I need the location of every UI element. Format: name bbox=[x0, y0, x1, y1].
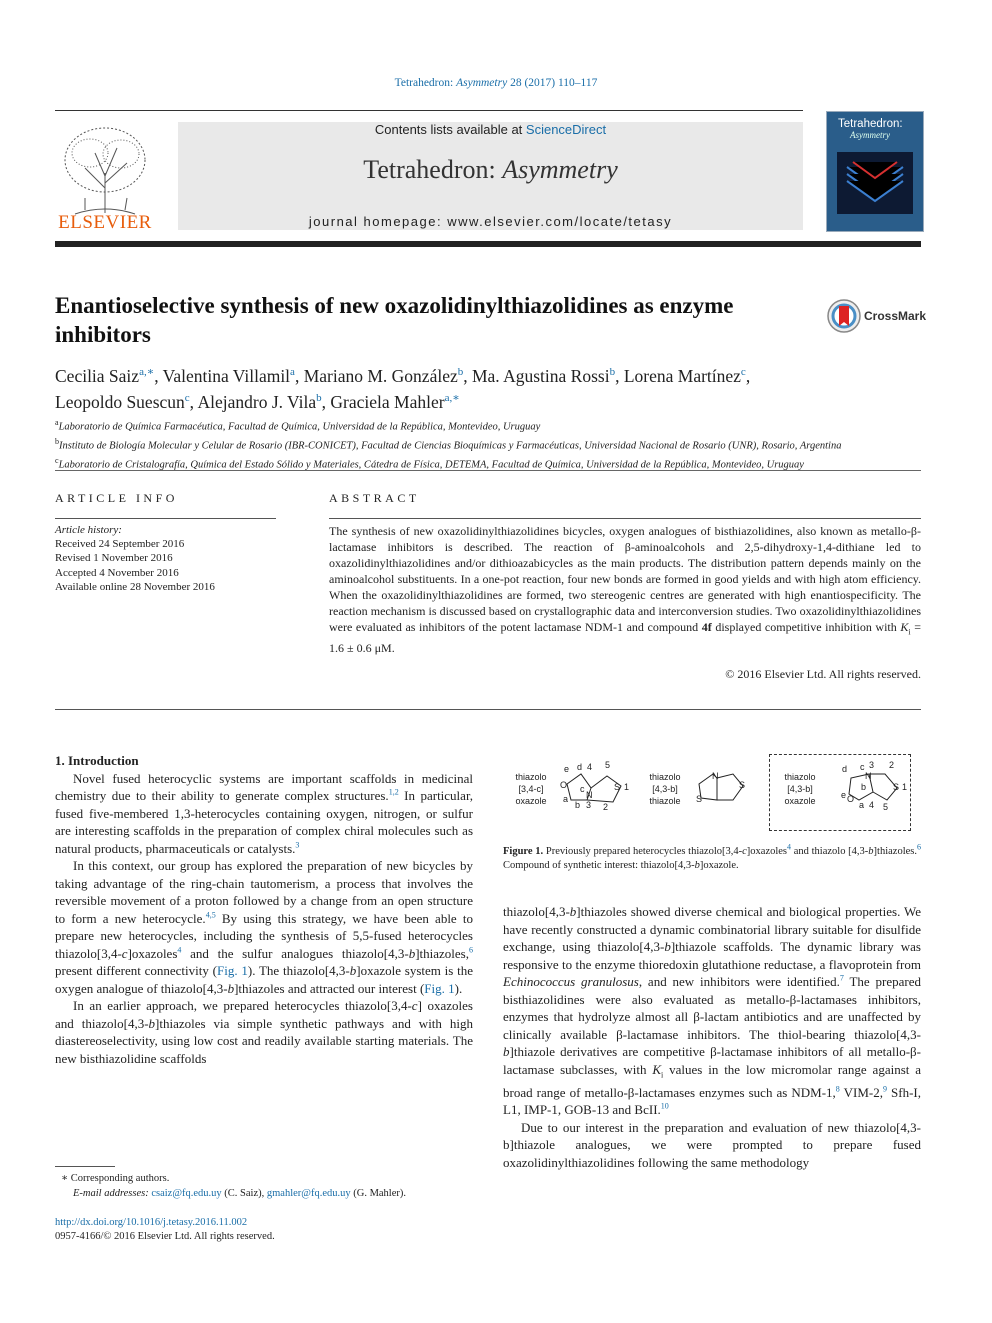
article-title: Enantioselective synthesis of new oxazolidinylthiazolidines as enzyme inhibitors bbox=[55, 293, 734, 347]
structure-label-ring: [4,3-b] bbox=[652, 784, 678, 794]
footnote-rule bbox=[55, 1166, 115, 1167]
left-column bbox=[55, 752, 473, 1067]
figure-link[interactable]: Fig. 1 bbox=[216, 963, 248, 978]
abstract-part: displayed competitive inhibition with bbox=[711, 620, 901, 634]
author-affiliation-mark[interactable]: a,∗ bbox=[444, 391, 460, 404]
ki-subscript: i bbox=[908, 627, 911, 637]
citation-journal: Tetrahedron: bbox=[394, 77, 457, 89]
email-link[interactable]: gmahler@fq.edu.uy bbox=[266, 1188, 351, 1199]
citation-ref[interactable]: 7 bbox=[839, 973, 844, 983]
paragraph: Due to our interest in the preparation and evaluation of new thiazolo[4,3-b]thiazole analogues, we were prompted to prepare fused oxazolidinylthiazolidines following the same methodology bbox=[503, 1119, 921, 1170]
caption-text: Compound of synthetic interest: thiazolo[4,3- bbox=[503, 860, 695, 871]
citation-ref[interactable]: 4 bbox=[177, 945, 182, 955]
svg-text:O: O bbox=[560, 780, 568, 790]
author-affiliation-mark[interactable]: c bbox=[184, 391, 190, 404]
text-run: ] oxazoles and thiazolo[4,3- bbox=[55, 998, 473, 1031]
text-run: In an earlier approach, we prepared heterocycles thiazolo[3,4- bbox=[73, 998, 412, 1013]
citation-ref[interactable]: 4,5 bbox=[205, 910, 216, 920]
text-run: b bbox=[408, 945, 416, 961]
structure-label-name: thiazolo bbox=[515, 772, 547, 782]
header-thick-rule bbox=[55, 241, 921, 247]
crossmark-label[interactable]: CrossMark bbox=[864, 309, 927, 323]
text-run: ). The thiazolo[4,3- bbox=[247, 963, 350, 978]
author-name[interactable]: Valentina Villamil bbox=[162, 365, 291, 386]
email-link[interactable]: csaiz@fq.edu.uy bbox=[151, 1188, 222, 1199]
author-affiliation-mark[interactable]: a bbox=[290, 366, 295, 378]
author-affiliation-mark[interactable]: b bbox=[316, 391, 322, 404]
structure-label-type: oxazole bbox=[784, 796, 816, 806]
structure-label-name: thiazolo bbox=[649, 772, 681, 782]
journal-title-main: Tetrahedron: bbox=[363, 155, 503, 184]
svg-text:e: e bbox=[564, 764, 570, 774]
author-separator: , bbox=[321, 391, 331, 412]
author-list bbox=[55, 361, 921, 413]
citation-ref[interactable]: 4 bbox=[787, 842, 792, 852]
text-run: The prepared bisthiazolidines were also evaluated as metallo-β-lactamases inhibitors, enzymes that hydrolyze almost all β-lactam antibiotics and are unaffected by clinically available β-lactamase inhibitors. The thiol-bearing thiazolo[4,3- bbox=[503, 974, 921, 1042]
structure-label-name: thiazolo bbox=[784, 772, 816, 782]
email-owner: (G. Mahler). bbox=[350, 1188, 407, 1199]
citation-ref[interactable]: 6 bbox=[917, 842, 921, 852]
section-divider bbox=[55, 709, 921, 710]
affiliation-mark: a bbox=[55, 418, 59, 427]
structure-label-ring: [4,3-b] bbox=[787, 784, 813, 794]
abstract-part: The synthesis of new oxazolidinylthiazolidines bicycles, oxygen analogues of bisthiazolidines, also known as metallo-β-lactamase inhibitors is described. The reaction of β-aminoalcohols and 2,5-dihydroxy-1,4-dithiane led to oxazolidinylthiazolidines and/or dithioazabicycles as the main products. The distribution pattern depends mainly on the aminoalcohol substituents. In a one-pot reaction, four new bonds are formed in good yields and with high atom efficiency. When the oxazolidinylthiazolidines are formed, two stereogenic centres are generated with high enantiospecificity. The reaction mechanism is discussed based on crystallographic data and interconversion studies. Two oxazolidinylthiazolidines were evaluated as inhibitors of the potent lactamase NDM-1 and compound bbox=[329, 524, 921, 634]
svg-text:2: 2 bbox=[603, 802, 609, 812]
text-run: i bbox=[661, 1070, 664, 1080]
text-run: present different connectivity ( bbox=[55, 963, 217, 978]
header-top-rule bbox=[55, 110, 803, 111]
svg-text:1: 1 bbox=[902, 782, 908, 792]
svg-text:5: 5 bbox=[883, 802, 889, 812]
svg-text:d: d bbox=[842, 764, 848, 774]
text-run: , and new inhibitors were identified. bbox=[638, 974, 840, 989]
email-owner: (C. Saiz), bbox=[221, 1188, 267, 1199]
text-run: K bbox=[652, 1061, 662, 1077]
abstract-part: = 1.6 ± 0.6 μM. bbox=[329, 620, 921, 656]
author-name[interactable]: Leopoldo Suescun bbox=[55, 391, 185, 412]
author-affiliation-mark[interactable]: c bbox=[740, 366, 746, 378]
svg-text:S: S bbox=[696, 794, 703, 804]
author-separator: , bbox=[463, 365, 472, 386]
structure-label-ring: [3,4-c] bbox=[518, 784, 544, 794]
section-divider bbox=[55, 470, 921, 471]
author-name[interactable]: Graciela Mahler bbox=[330, 391, 445, 412]
doi-link[interactable]: http://dx.doi.org/10.1016/j.tetasy.2016.11.002 bbox=[55, 1217, 248, 1228]
text-run: Echinococcus granulosus bbox=[503, 974, 639, 989]
homepage-label: journal homepage: bbox=[308, 214, 448, 229]
journal-citation[interactable] bbox=[0, 77, 992, 89]
figure-link[interactable]: Fig. 1 bbox=[424, 980, 455, 996]
caption-text: Previously prepared heterocycles thiazolo[3,4- bbox=[543, 846, 743, 857]
text-run: ]thiazoles and attracted our interest ( bbox=[234, 980, 425, 996]
text-run: Novel fused heterocyclic systems are important scaffolds in medicinal chemistry due to their ability to generate complex structures. bbox=[55, 770, 473, 803]
section-heading: 1. Introduction bbox=[55, 753, 139, 768]
affiliation-text: Instituto de Biología Molecular y Celular de Rosario (IBR-CONICET), Facultad de Ciencias Bioquímicas y Farmacéuticas, Universidad Nacional de Rosario (UNR), Rosario, Argentina bbox=[59, 440, 842, 452]
svg-text:O: O bbox=[847, 794, 855, 804]
author-name[interactable]: Alejandro J. Vila bbox=[197, 391, 317, 412]
svg-text:N: N bbox=[712, 771, 719, 781]
author-separator: , bbox=[154, 365, 163, 386]
right-column bbox=[503, 903, 921, 1171]
svg-text:4: 4 bbox=[587, 762, 593, 772]
citation-ref[interactable]: 10 bbox=[660, 1101, 669, 1111]
contents-line bbox=[178, 122, 803, 137]
author-name[interactable]: Mariano M. González bbox=[303, 365, 458, 386]
text-run: values in the low micromolar range against a broad range of metallo-β-lactamases enzymes such as NDM-1, bbox=[503, 1061, 922, 1100]
article-info-rule bbox=[55, 518, 276, 519]
article-history bbox=[55, 523, 276, 594]
affiliation-mark: c bbox=[55, 456, 59, 465]
history-received: Received 24 September 2016 bbox=[55, 538, 185, 551]
author-separator: , bbox=[745, 365, 751, 386]
citation-ref[interactable]: 3 bbox=[295, 840, 300, 850]
svg-text:d: d bbox=[577, 762, 583, 772]
svg-text:S: S bbox=[893, 782, 900, 792]
text-run: b bbox=[148, 1015, 156, 1031]
history-label: Article history: bbox=[55, 524, 122, 536]
text-run: ]oxazole system is the oxygen analogue of thiazolo[4,3- bbox=[55, 963, 474, 996]
svg-text:3: 3 bbox=[586, 800, 592, 810]
ki-symbol: K bbox=[900, 620, 909, 634]
svg-text:N: N bbox=[865, 771, 872, 781]
text-run: b bbox=[227, 980, 235, 996]
author-separator: , bbox=[615, 365, 624, 386]
text-run: b bbox=[349, 963, 357, 978]
text-run: ]oxazoles bbox=[127, 945, 178, 961]
text-run: ]thiazoles showed diverse chemical and biological properties. We have recently constructed a dynamic combinatorial library suitable for disulfide exchange, using thiazolo[4,3- bbox=[503, 904, 921, 954]
author-name[interactable]: Lorena Martínez bbox=[623, 365, 741, 386]
text-run: c bbox=[411, 998, 418, 1013]
svg-text:1: 1 bbox=[624, 782, 630, 792]
structure-thiazolo-thiazole bbox=[649, 771, 745, 806]
text-run: ). bbox=[454, 980, 463, 996]
text-run: b bbox=[569, 904, 577, 919]
svg-text:e: e bbox=[841, 790, 847, 800]
history-online: Available online 28 November 2016 bbox=[55, 580, 215, 593]
svg-text:3: 3 bbox=[869, 760, 875, 770]
author-separator: , bbox=[189, 391, 198, 412]
abstract-text bbox=[329, 523, 921, 656]
journal-title bbox=[178, 155, 803, 185]
sciencedirect-link[interactable]: ScienceDirect bbox=[525, 122, 607, 137]
caption-text: ]oxazole. bbox=[699, 860, 739, 871]
affiliation-list bbox=[55, 416, 921, 473]
structure-thiazolo-oxazole-1 bbox=[515, 760, 629, 812]
citation-journal-italic: Asymmetry bbox=[456, 77, 508, 89]
history-revised: Revised 1 November 2016 bbox=[55, 552, 173, 565]
svg-text:a: a bbox=[859, 800, 865, 810]
svg-text:5: 5 bbox=[605, 760, 611, 770]
text-run: ]thiazole scaffolds. The dynamic library was responsive to the enzyme thioredoxin glutathione reductase, a flavoprotein from bbox=[503, 939, 921, 972]
citation-ref[interactable]: 1,2 bbox=[388, 787, 399, 797]
compound-label: 4f bbox=[701, 620, 712, 634]
structure-label-type: oxazole bbox=[515, 796, 547, 806]
corresponding-note: ∗ Corresponding authors. bbox=[61, 1173, 170, 1184]
caption-label: Figure 1. bbox=[503, 846, 544, 857]
citation-ref[interactable]: 8 bbox=[835, 1084, 840, 1094]
svg-text:a: a bbox=[563, 794, 569, 804]
author-name[interactable]: Ma. Agustina Rossi bbox=[471, 365, 610, 386]
text-run: b bbox=[664, 939, 671, 954]
paragraph bbox=[55, 857, 473, 997]
affiliation-text: Laboratorio de Cristalografía, Química del Estado Sólido y Materiales, Cátedra de Física, DETEMA, Facultad de Química, Universidad de la República, Montevideo, Uruguay bbox=[58, 459, 804, 471]
text-run: By using this strategy, we have been able to prepare new heterocycles, including the synthesis of 5,5-fused heterocycles thiazolo[3,4- bbox=[55, 910, 473, 961]
caption-text: b bbox=[868, 846, 874, 857]
svg-text:4: 4 bbox=[869, 800, 875, 810]
caption-text: ]thiazoles. bbox=[873, 846, 917, 857]
svg-text:2: 2 bbox=[889, 760, 895, 770]
svg-text:b: b bbox=[861, 782, 867, 792]
paragraph bbox=[55, 997, 473, 1067]
svg-text:N: N bbox=[586, 790, 593, 800]
affiliation-text: Laboratorio de Química Farmacéutica, Facultad de Química, Universidad de la República, Montevideo, Uruguay bbox=[58, 421, 541, 433]
text-run: ]thiazoles via simple synthetic pathways and with high diastereoselectivity, using low cost and readily available starting materials. The new bisthiazolidine scaffolds bbox=[55, 1015, 474, 1066]
text-run: c bbox=[121, 945, 128, 961]
author-affiliation-mark[interactable]: b bbox=[609, 366, 616, 378]
figure-highlight-box bbox=[769, 754, 911, 831]
text-run: ]thiazoles, bbox=[415, 945, 469, 961]
text-run: Sfh-I, L1, IMP-1, GOB-13 and BcII. bbox=[503, 1084, 922, 1118]
paragraph bbox=[503, 903, 921, 1119]
abstract-rule bbox=[329, 518, 921, 519]
caption-text: ]oxazoles bbox=[746, 846, 788, 857]
text-run: In particular, fused five-membered 1,3-heterocycles containing oxygen, nitrogen, or sulfur are interesting scaffolds in the preparation of complex chiral molecules such as natural products, pharmaceuticals or catalysts. bbox=[55, 788, 473, 856]
svg-text:S: S bbox=[614, 782, 621, 792]
text-run: In this context, our group has explored the preparation of new bicycles by taking advantage of the ring-chain tautomerism, a process that involves the reversible movement of a proton followed by a change from an open structure to form a new heterocycle. bbox=[55, 858, 473, 926]
cover-title: Tetrahedron: bbox=[838, 118, 903, 130]
citation-volume: 28 (2017) 110–117 bbox=[507, 77, 598, 89]
email-line bbox=[55, 1186, 475, 1201]
history-accepted: Accepted 4 November 2016 bbox=[55, 566, 179, 579]
author-name[interactable]: Cecilia Saiz bbox=[55, 365, 140, 386]
article-info-heading: ARTICLE INFO bbox=[55, 491, 178, 505]
homepage-url[interactable]: www.elsevier.com/locate/tetasy bbox=[447, 214, 673, 229]
svg-text:b: b bbox=[575, 800, 581, 810]
text-run: ]thiazole derivatives are competitive β-lactamase inhibitors of all metallo-β-lactamase subclasses, with bbox=[503, 1044, 921, 1077]
affiliation-item bbox=[55, 416, 921, 435]
issn-line: 0957-4166/© 2016 Elsevier Ltd. All rights reserved. bbox=[55, 1231, 275, 1242]
structure-label-type: thiazole bbox=[649, 796, 681, 806]
svg-text:c: c bbox=[860, 762, 865, 772]
author-affiliation-mark[interactable]: a,∗ bbox=[139, 366, 155, 378]
footnotes bbox=[55, 1171, 475, 1201]
affiliation-mark: b bbox=[55, 437, 59, 446]
svg-text:S: S bbox=[739, 780, 746, 790]
journal-homepage bbox=[178, 214, 803, 229]
elsevier-wordmark: ELSEVIER bbox=[58, 212, 152, 233]
citation-ref[interactable]: 6 bbox=[469, 945, 473, 955]
email-label: E-mail addresses: bbox=[73, 1188, 152, 1199]
abstract-heading: ABSTRACT bbox=[329, 491, 420, 505]
abstract-copyright: © 2016 Elsevier Ltd. All rights reserved. bbox=[725, 667, 921, 681]
caption-text: and thiazolo [4,3- bbox=[791, 846, 869, 857]
contents-prefix: Contents lists available at bbox=[374, 122, 526, 137]
text-run: thiazolo[4,3- bbox=[503, 904, 570, 919]
journal-title-italic: Asymmetry bbox=[502, 155, 618, 184]
cover-subtitle: Asymmetry bbox=[850, 130, 890, 140]
svg-text:c: c bbox=[580, 784, 585, 794]
author-separator: , bbox=[294, 365, 304, 386]
figure-1-caption bbox=[503, 842, 921, 873]
caption-text: c bbox=[742, 846, 747, 857]
text-run: VIM-2, bbox=[839, 1084, 883, 1100]
text-run: and the sulfur analogues thiazolo[4,3- bbox=[181, 945, 409, 961]
author-affiliation-mark[interactable]: b bbox=[457, 366, 464, 378]
affiliation-item bbox=[55, 435, 921, 454]
text-run: b bbox=[503, 1044, 510, 1059]
paragraph bbox=[55, 770, 473, 858]
caption-text: b bbox=[694, 860, 700, 871]
citation-ref[interactable]: 9 bbox=[882, 1084, 887, 1094]
